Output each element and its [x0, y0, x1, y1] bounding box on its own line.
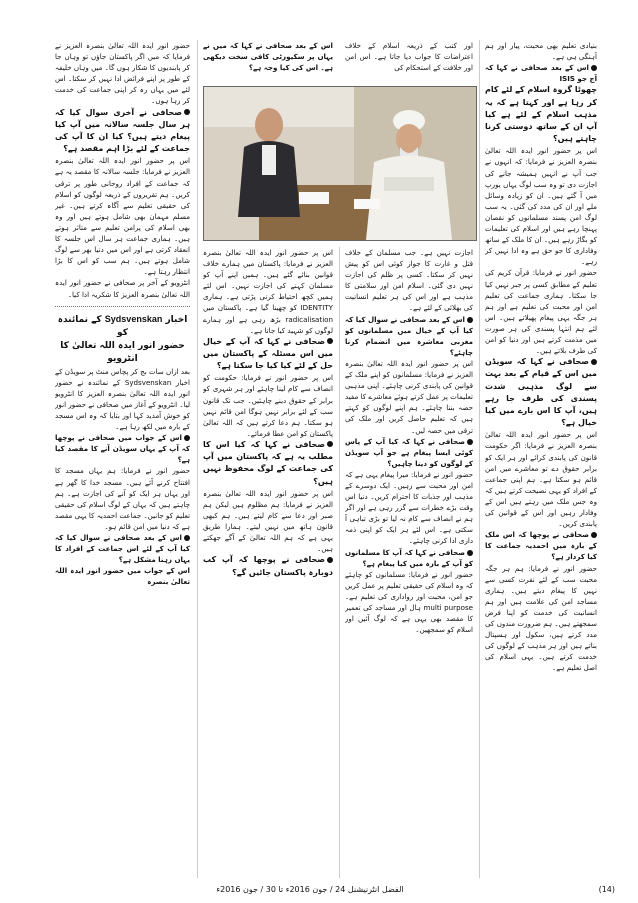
col3-para-5: صحافی نے پوچھا کہ آپ کب دوبارہ پاکستان جائیں گے؟ [203, 555, 333, 577]
col4-sec-para-1: اس کے جواب میں صحافی نے پوچھا کہ آپ کے یہاں سویڈن آنے کا مقصد کیا ہے؟ [55, 433, 190, 465]
page-number: (14) [598, 885, 615, 894]
col1-para-4: حضور انور نے فرمایا: قرآن کریم کی تعلیم کے مطابق کسی پر جبر نہیں کیا جا سکتا۔ ہماری جماعت کی تعلیم امن اور محبت کی تعلیم ہے اور ہم ہر جگہ یہی پیغام پھیلاتے ہیں۔ اس لئے ہم انتہا پسندی کی ہر صورت میں مذمت کرتے ہیں اور دنیا کو امن کی طرف بلاتے ہیں۔ [485, 268, 597, 356]
bullet-icon [184, 435, 190, 441]
bullet-icon [184, 109, 190, 115]
col4-sec-para-4: اس کے جواب میں حضور انور ایدہ اللہ تعالیٰ بنصرہ [55, 566, 190, 587]
col3-para-2: اس پر حضور انور نے فرمایا: حکومت کو انصاف سے کام لینا چاہئے اور ہر شہری کو برابر کے حقوق دینے چاہئیں۔ جب تک قانون سب کے لئے برابر نہیں ہوگا امن قائم نہیں ہو سکتا۔ ہم دعا کرتے ہیں کہ اللہ تعالیٰ پاکستان کو امن عطا فرمائے۔ [203, 373, 333, 438]
bullet-icon [591, 359, 597, 365]
section-divider [55, 306, 190, 307]
bullet-icon [467, 550, 473, 556]
bullet-icon [327, 557, 333, 563]
bullet-icon [327, 441, 333, 447]
col2-para-3: صحافی نے کہا کہ کیا آپ کے پاس کوئی ایسا پیغام ہے جو آپ سویڈن کے لوگوں کو دینا چاہیں؟ [345, 436, 473, 468]
col1-para-8: حضور انور نے فرمایا: ہم ہر جگہ محبت سب کے لئے نفرت کسی سے نہیں کا پیغام دیتے ہیں۔ ہماری مساجد امن کی علامت ہیں اور ہم انسانیت کی خدمت کو اپنا فرض سمجھتے ہیں۔ ہم ضرورت مندوں کی مدد کرتے ہیں، سکول اور ہسپتال بناتے ہیں اور ہر مذہب کے لوگوں کی خدمت کرتے ہیں۔ یہی اسلام کی اصل تعلیم ہے۔ [485, 563, 597, 673]
col2-para-2: اس پر حضور انور ایدہ اللہ تعالیٰ بنصرہ العزیز نے فرمایا: مسلمانوں کو اپنے ملک کے قوانین کی پابندی کرنی چاہئے۔ اپنی مذہبی تعلیمات پر عمل کرتے ہوئے معاشرے کا مفید حصہ بننا چاہئے۔ ہم اپنے لوگوں کو کہتے ہیں کہ تعلیم حاصل کریں اور ملک کی ترقی میں حصہ لیں۔ [345, 358, 473, 435]
bullet-icon [591, 532, 597, 538]
col4-sec-para-0: بعد ازاں سات بج کر پچاس منٹ پر سویڈن کے اخبار Sydsvenskan کے نمائندہ نے حضور انور ایدہ اللہ تعالیٰ بنصرہ العزیز کا انٹرویو لیا۔ انٹرویو کے آغاز میں صحافی نے حضور انور کو خوش آمدید کہا اور بتایا کہ وہ اس مسجد کے بارہ میں لکھ رہا ہے۔ [55, 366, 190, 432]
col1-para-1: اس کے بعد صحافی نے کہا کہ آج جو ISIS [485, 63, 597, 84]
col2-para-6: حضور انور نے فرمایا: مسلمانوں کو چاہئے کہ وہ اسلام کی حقیقی تعلیم پر عمل کریں جو امن، محبت اور رواداری کی تعلیم ہے۔ multi purpose ہال اور مساجد کی تعمیر کا مقصد بھی یہی ہے کہ لوگ آئیں اور اسلام کو سمجھیں۔ [345, 569, 473, 635]
column-2 [345, 247, 473, 878]
interview-photo [203, 86, 477, 241]
col1-para-5: صحافی نے کہا کہ سویڈن میں اس کے قیام کے بعد بہت سے لوگ مذہبی شدت پسندی کی طرف جا رہے ہیں، آپ کا اس بارے میں کیا خیال ہے؟ [485, 357, 597, 428]
interview-photo-graphic [204, 87, 476, 240]
column-separator [339, 247, 340, 878]
col4-para-0: حضور انور ایدہ اللہ تعالیٰ بنصرہ العزیز نے فرمایا کہ میں اگر پاکستان جاؤں تو وہاں جا کر پابندیوں کا شکار ہوں گا۔ میں وہاں خلیفہ کے طور پر اپنے فرائض ادا نہیں کر سکتا۔ اس لئے میں یہاں رہ کر اپنی جماعت کی خدمت کر رہا ہوں۔ [55, 41, 190, 106]
col3-para-0: اس پر حضور انور ایدہ اللہ تعالیٰ بنصرہ العزیز نے فرمایا: پاکستان میں ہمارے خلاف قوانین بنائے گئے ہیں۔ ہمیں اپنے آپ کو مسلمان کہنے کی اجازت نہیں۔ اس لئے ہمیں کچھ احتیاط کرنی پڑتی ہے۔ ہماری IDENTITY کو چھینا گیا ہے۔ پاکستان میں radicalisation بڑھ رہی ہے اور ہمارے لوگوں کو شہید کیا جاتا ہے۔ [203, 248, 333, 335]
col1-para-7: صحافی نے پوچھا کہ اس ملک کے بارہ میں احمدیہ جماعت کا کیا کردار ہے؟ [485, 530, 597, 562]
col1-para-2: چھوٹا گروہ اسلام کے لئے کام کر رہا ہے اور کہتا ہے کہ یہ مذہب اسلام کے لئے ہے کیا آپ ان کے ساتھ دوستی کرنا چاہتے ہیں؟ [485, 85, 597, 144]
column-3 [203, 247, 333, 878]
issue-date: الفضل انٹرنیشنل 24 / جون 2016ء تا 30 / جون 2016ء [216, 885, 404, 894]
col2-para-1: اس کے بعد صحافی نے سوال کیا کہ کیا آپ کے خیال میں مسلمانوں کو مغربی معاشرہ میں انضمام کرنا چاہئے؟ [345, 314, 473, 357]
col4-para-3: انٹرویو کے آخر پر صحافی نے حضور انور ایدہ اللہ تعالیٰ بنصرہ العزیز کا شکریہ ادا کیا۔ [55, 278, 190, 299]
column-1 [485, 40, 597, 878]
bullet-icon [591, 65, 597, 71]
col4-sec-para-3: اس کے بعد صحافی نے سوال کیا کہ کیا آپ کے لئے اس جماعت کے افراد کا یہاں رہنا مشکل ہے؟ [55, 533, 190, 565]
bullet-icon [184, 535, 190, 541]
col1-para-6: اس پر حضور انور ایدہ اللہ تعالیٰ بنصرہ العزیز نے فرمایا: اگر حکومت قانون کی پابندی کرائے اور ہر ایک کو برابر حقوق دے تو معاشرے میں امن قائم ہو سکتا ہے۔ ہم اپنی جماعت کے افراد کو یہی نصیحت کرتے ہیں کہ وہ جس ملک میں رہتے ہیں اس کے وفادار رہیں اور اس کے قوانین کی پابندی کریں۔ [485, 430, 597, 529]
col3-top-text: اس کے بعد صحافی نے کہا کہ میں نے یہاں پر سکیورٹی کافی سخت دیکھی ہے۔ اس کی کیا وجہ ہے؟ [203, 41, 333, 73]
section-heading: اخبار Sydsvenskan کے نمائندہ کو [57, 313, 188, 338]
col2-para-0: اجازت نہیں ہے۔ جب مسلمان کے خلاف قتل و غارت کا جواز کوئی اس کو پیش نہیں کر سکتا۔ کسی پر ظلم کی اجازت نہیں دی گئی۔ اسلام امن اور سلامتی کا مذہب ہے اور اس کی ہر تعلیم انسانیت کی بھلائی کے لئے ہے۔ [345, 248, 473, 313]
col3-para-4: اس پر حضور انور ایدہ اللہ تعالیٰ بنصرہ العزیز نے فرمایا: ہم مظلوم ہیں لیکن ہم صبر اور دعا سے کام لیتے ہیں۔ ہم کبھی قانون ہاتھ میں نہیں لیتے۔ ہمارا طریق یہی ہے کہ ہم اللہ تعالیٰ کے آگے جھکتے ہیں۔ [203, 488, 333, 554]
col1-para-3: اس پر حضور انور ایدہ اللہ تعالیٰ بنصرہ العزیز نے فرمایا: کہ انہوں نے جب آپ نے انہیں ہمیشہ جانے کی اجازت دی تو وہ سب لوگ یہاں یورپ میں آ گئے ہیں۔ ان کو زیادہ وسائل ملے اور ان کی مدد کی گئی۔ یہ سب لوگ امن پسند مسلمانوں کو نقصان پہنچا رہے ہیں اور اسلام کی تعلیمات کو بگاڑ رہے ہیں۔ ان کا ملک کے ساتھ وفاداری کا جو حق ہے وہ ادا نہیں کر رہے۔ [485, 146, 597, 267]
column-4 [55, 40, 190, 878]
column-separator [197, 40, 198, 878]
col3-para-1: صحافی نے کہا کہ آپ کے خیال میں اس مسئلہ کے پاکستان میں حل کے لئے کیا کیا جا سکتا ہے؟ [203, 336, 333, 371]
bullet-icon [467, 439, 473, 445]
col2-top-text: اور کتب کے ذریعہ اسلام کے خلاف اعتراضات کا جواب دیا جاتا ہے۔ اس امن اور خلافت کے استحکام کی [345, 41, 473, 73]
section-heading-line2: حضور انور ایدہ اللہ تعالیٰ کا انٹرویو [60, 340, 185, 364]
col2-para-5: صحافی نے کہا کہ آپ کا مسلمانوں کو آپ کے بارہ میں کیا پیغام ہے؟ [345, 547, 473, 568]
col4-sec-para-2: حضور انور نے فرمایا: ہم یہاں مسجد کا افتتاح کرنے آئے ہیں۔ مسجد خدا کا گھر ہے اور یہاں ہر ایک کو آنے کی اجازت ہے۔ ہم چاہتے ہیں کہ یہاں کے لوگ اسلام کی حقیقی تعلیم کو جانیں۔ جماعت احمدیہ کا یہی مقصد ہے کہ دنیا میں امن قائم ہو۔ [55, 466, 190, 531]
col4-para-2: اس پر حضور انور ایدہ اللہ تعالیٰ بنصرہ العزیز نے فرمایا: جلسہ سالانہ کا مقصد یہ ہے کہ جماعت کے افراد روحانی طور پر ترقی کریں۔ ہم تقریروں کے ذریعہ لوگوں کو اسلام کی حقیقی تعلیم سے آگاہ کرتے ہیں۔ غیر مسلم مہمان بھی شامل ہوتے ہیں اور وہ بھی اسلام کی پرامن تعلیم سے متاثر ہوتے ہیں۔ ہماری جماعت ہر سال اس جلسہ کا انعقاد کرتی ہے اور اس میں دنیا بھر سے لوگ شامل ہوتے ہیں۔ ہم سب کو اس کا بڑا انتظار رہتا ہے۔ [55, 156, 190, 277]
col4-para-1: صحافی نے آخری سوال کیا کہ ہر سال جلسہ سالانہ میں آپ کیا پیغام دیتے ہیں؟ کیا ان کا آپ کی جماعت کے لئے بڑا اہم مقصد ہے؟ [55, 107, 190, 154]
bullet-icon [467, 317, 473, 323]
col2-para-4: حضور انور نے فرمایا: میرا پیغام یہی ہے کہ امن اور محبت سے رہیں۔ ایک دوسرے کے مذہب اور جذبات کا احترام کریں۔ دنیا اس وقت بڑے خطرات سے گزر رہی ہے اور اگر ہم نے انصاف سے کام نہ لیا تو بڑی تباہی آ سکتی ہے۔ اس لئے ہر ایک کو اپنی ذمہ داری ادا کرنی چاہئے۔ [345, 469, 473, 546]
bullet-icon [327, 338, 333, 344]
column-3-top [203, 40, 333, 82]
col1-para-0: بنیادی تعلیم بھی محبت، پیار اور ہم آہنگی ہی ہے۔ [485, 41, 597, 62]
col3-para-3: صحافی نے کہا کہ کیا اس کا مطلب یہ ہے کہ پاکستان میں آپ کی جماعت کے لوگ محفوظ نہیں ہیں؟ [203, 439, 333, 486]
column-2-top [345, 40, 473, 82]
column-separator [479, 40, 480, 878]
